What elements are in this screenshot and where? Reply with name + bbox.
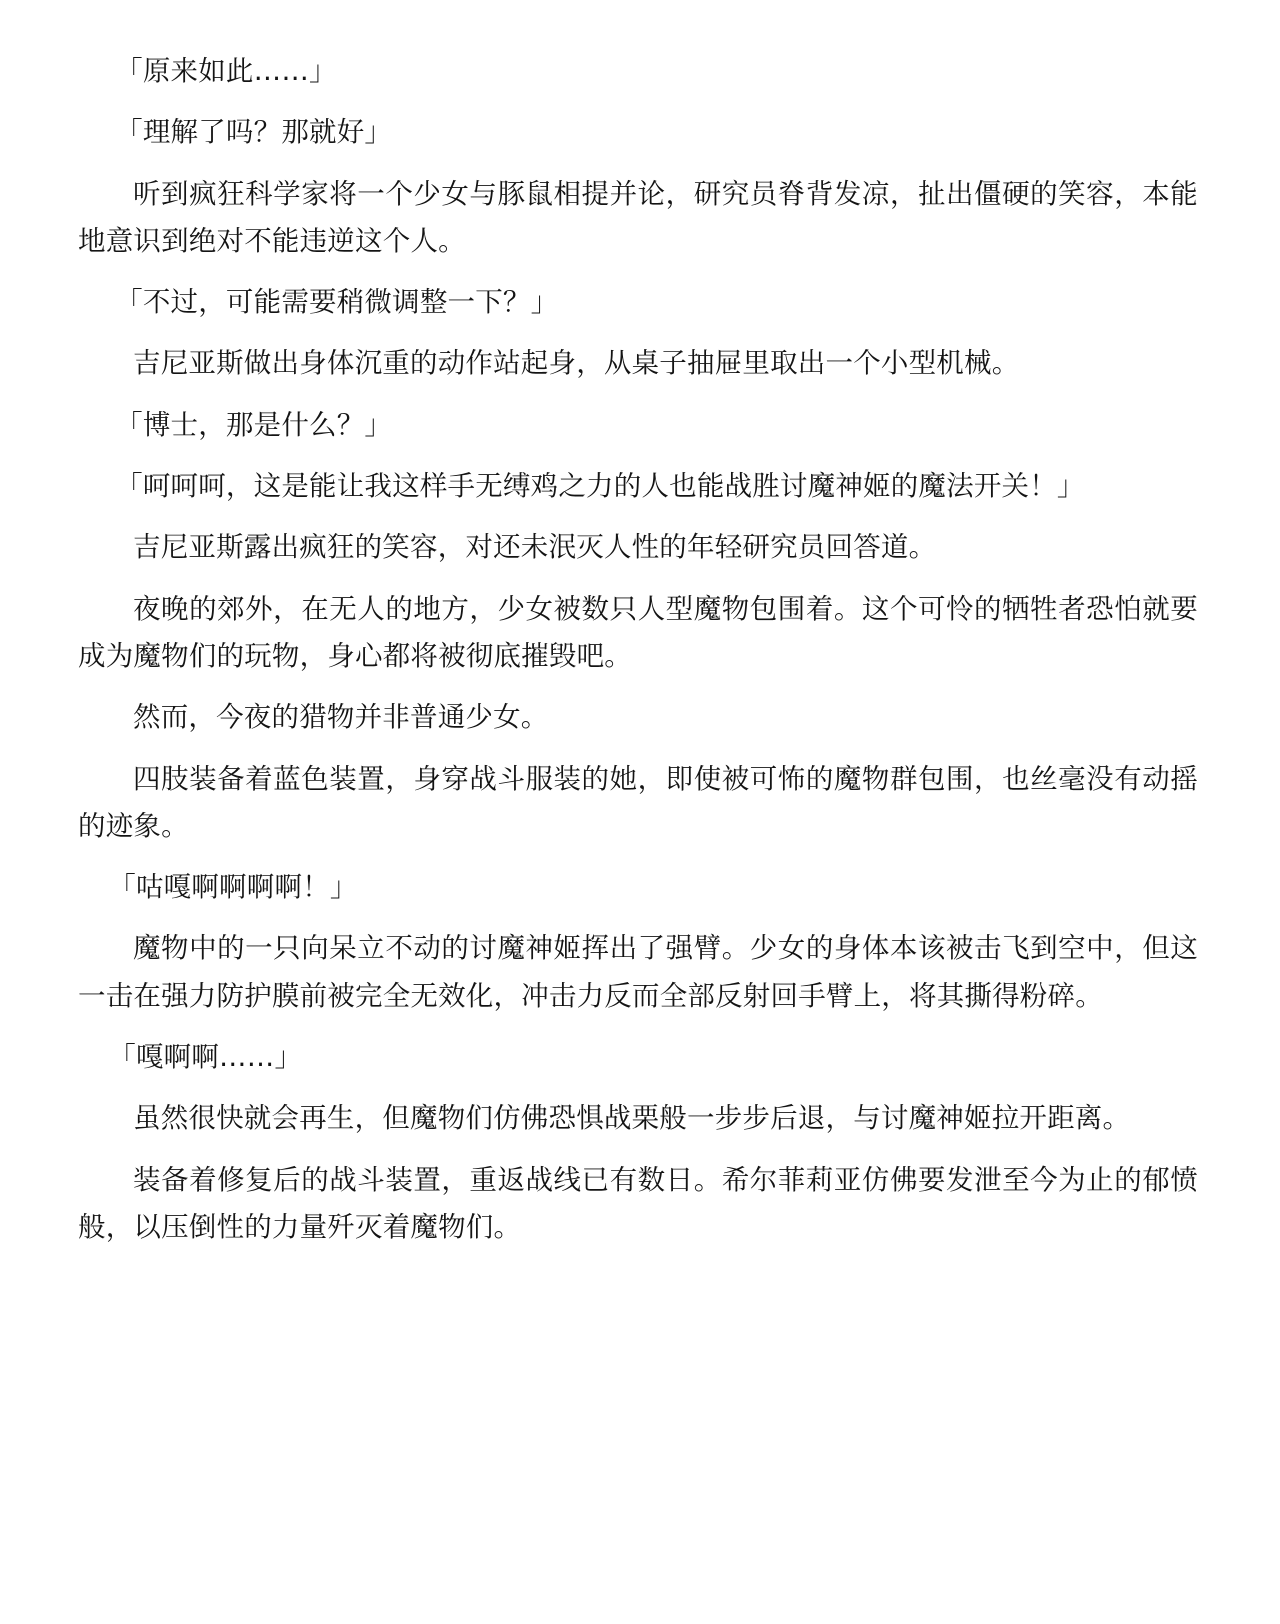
- body-paragraph: 然而，今夜的猎物并非普通少女。: [133, 701, 549, 734]
- dialogue-line: 「理解了吗？那就好」: [115, 116, 393, 149]
- dialogue-line: 「博士，那是什么？」: [115, 408, 393, 441]
- dialogue-line: 「咕嘎啊啊啊啊！」: [108, 871, 358, 904]
- body-paragraph: 四肢装备着蓝色装置，身穿战斗服装的她，即使被可怖的魔物群包围，也丝毫没有动摇的迹象。: [78, 762, 1198, 842]
- body-paragraph: 夜晚的郊外，在无人的地方，少女被数只人型魔物包围着。这个可怜的牺牲者恐怕就要成为魔物们的玩物，身心都将被彻底摧毁吧。: [78, 592, 1198, 672]
- dialogue-line: 「嘎啊啊……」: [108, 1041, 303, 1074]
- body-paragraph: 魔物中的一只向呆立不动的讨魔神姬挥出了强臂。少女的身体本该被击飞到空中，但这一击在强力防护膜前被完全无效化，冲击力反而全部反射回手臂上，将其撕得粉碎。: [78, 932, 1198, 1012]
- body-paragraph: 虽然很快就会再生，但魔物们仿佛恐惧战栗般一步步后退，与讨魔神姬拉开距离。: [133, 1102, 1131, 1135]
- dialogue-line: 「原来如此……」: [115, 55, 337, 87]
- dialogue-line: 「不过，可能需要稍微调整一下？」: [115, 286, 559, 319]
- body-paragraph: 听到疯狂科学家将一个少女与豚鼠相提并论，研究员脊背发凉，扯出僵硬的笑容，本能地意识到绝对不能违逆这个人。: [78, 177, 1198, 257]
- document-body: [78, 48, 1198, 1251]
- body-paragraph: 吉尼亚斯做出身体沉重的动作站起身，从桌子抽屉里取出一个小型机械。: [133, 347, 1020, 380]
- dialogue-line: 「呵呵呵，这是能让我这样手无缚鸡之力的人也能战胜讨魔神姬的魔法开关！」: [115, 470, 1085, 503]
- body-paragraph: 吉尼亚斯露出疯狂的笑容，对还未泯灭人性的年轻研究员回答道。: [133, 531, 937, 564]
- body-paragraph: 装备着修复后的战斗装置，重返战线已有数日。希尔菲莉亚仿佛要发泄至今为止的郁愤般，以压倒性的力量歼灭着魔物们。: [78, 1163, 1198, 1243]
